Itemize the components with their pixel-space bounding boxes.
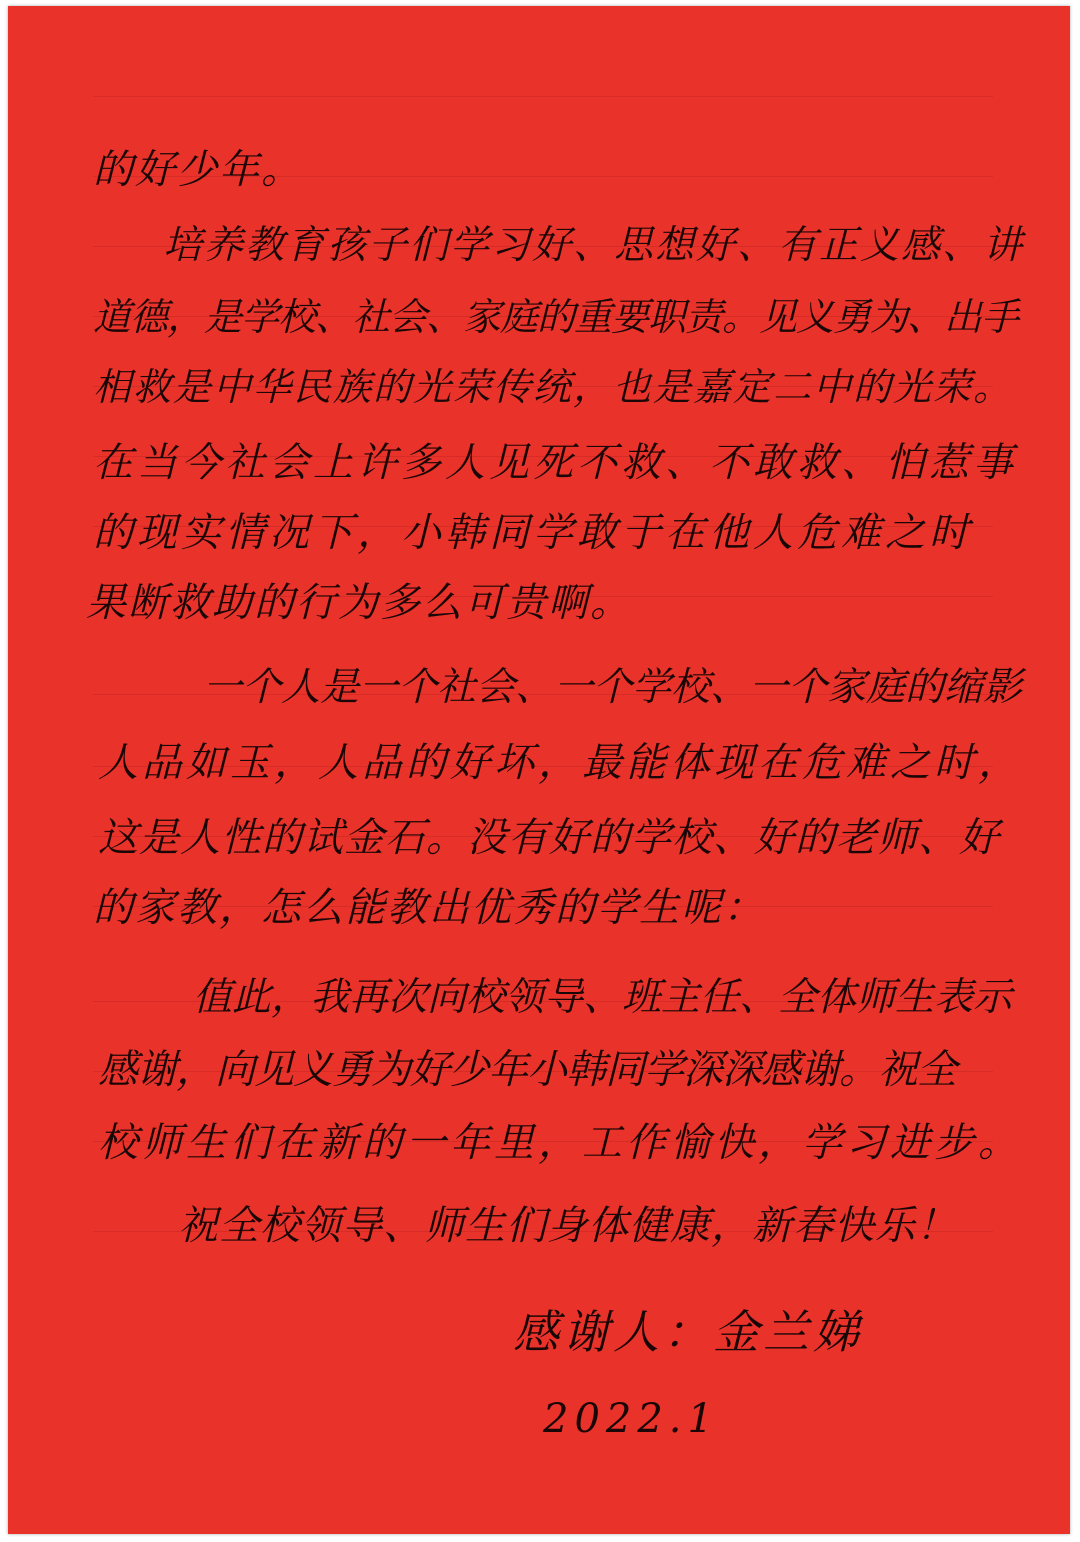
ruled-line: [93, 96, 993, 97]
signature: 感谢人：金兰娣: [513, 1305, 863, 1359]
letter-line: 值此，我再次向校领导、班主任、全体师生表示: [193, 975, 1013, 1020]
letter-line: 校师生们在新的一年里，工作愉快，学习进步。: [98, 1120, 1022, 1166]
letter-line: 一个人是一个社会、一个学校、一个家庭的缩影: [203, 665, 1023, 710]
letter-line: 相救是中华民族的光荣传统，也是嘉定二中的光荣。: [93, 365, 1014, 409]
letter-line: 人品如玉，人品的好坏，最能体现在危难之时，: [98, 740, 1022, 786]
letter-line: 的现实情况下，小韩同学敢于在他人危难之时: [93, 510, 973, 556]
letter-line: 感谢，向见义勇为好少年小韩同学深深感谢。祝全: [98, 1047, 956, 1093]
letter-line: 的好少年。: [93, 147, 303, 193]
letter-line: 这是人性的试金石。没有好的学校、好的老师、好: [98, 815, 1000, 861]
letter-line: 果断救助的行为多么可贵啊。: [86, 580, 632, 626]
letter-line: 培养教育孩子们学习好、思想好、有正义感、讲: [163, 223, 1025, 268]
letter-line: 的家教，怎么能教出优秀的学生呢：: [93, 885, 765, 931]
letter-date: 2022.1: [543, 1396, 719, 1442]
letter-sheet: [8, 6, 1070, 1534]
letter-line: 祝全校领导、师生们身体健康，新春快乐！: [178, 1203, 957, 1249]
letter-line: 在当今社会上许多人见死不救、不敢救、怕惹事: [93, 440, 1017, 486]
letter-line: 道德，是学校、社会、家庭的重要职责。见义勇为、出手: [93, 295, 1019, 339]
